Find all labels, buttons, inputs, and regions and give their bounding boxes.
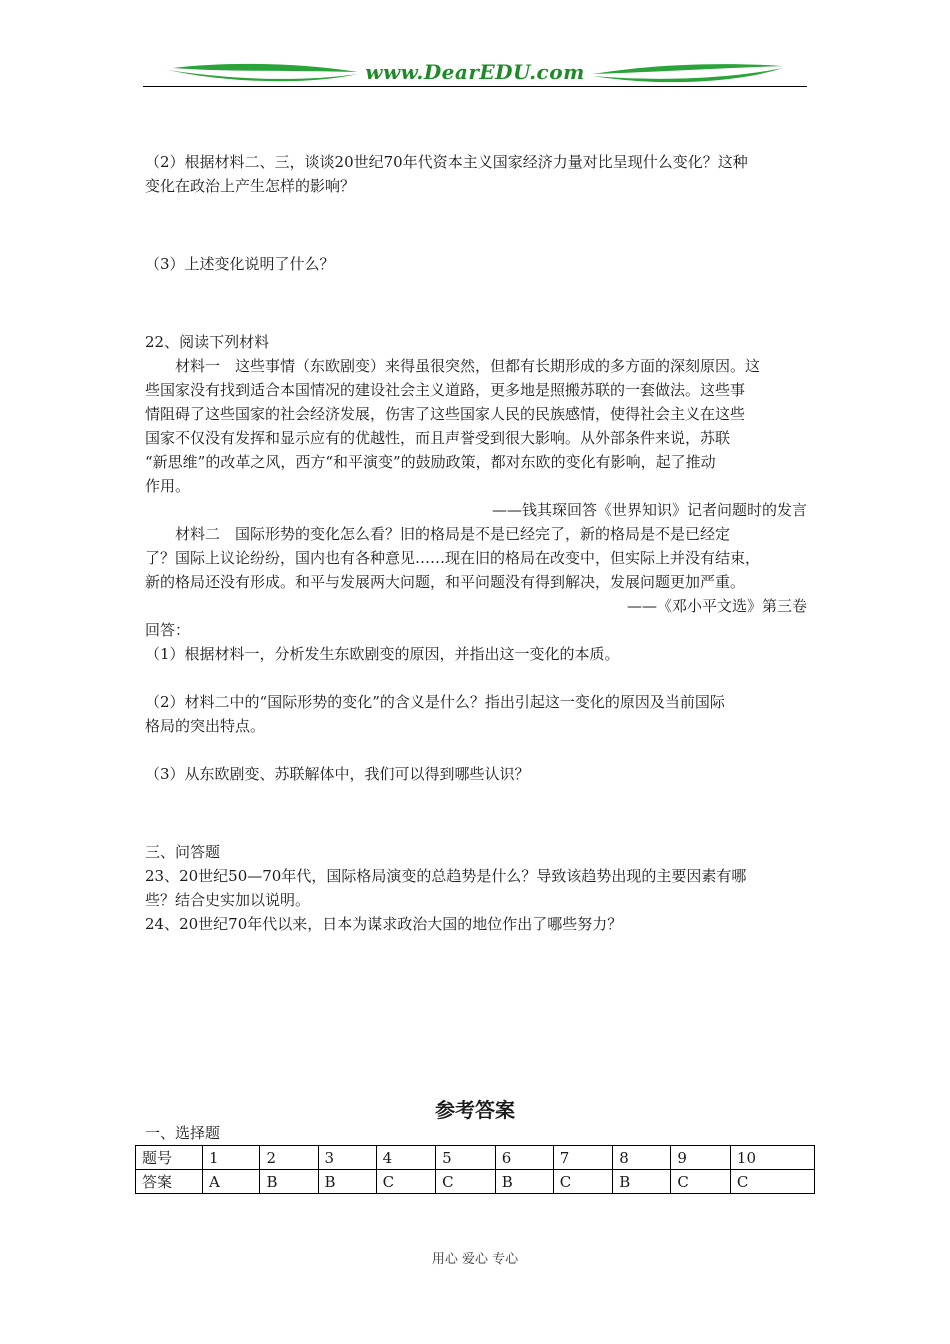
table-cell: 8 bbox=[613, 1146, 671, 1170]
q21-part3: （3）上述变化说明了什么？ bbox=[145, 255, 335, 273]
answers-title: 参考答案 bbox=[435, 1098, 515, 1122]
table-cell: B bbox=[318, 1170, 376, 1194]
table-cell: 1 bbox=[203, 1146, 260, 1170]
answer-table-number-row bbox=[136, 1146, 815, 1170]
table-cell: 3 bbox=[318, 1146, 376, 1170]
q23-line1: 23、20世纪50—70年代，国际格局演变的总趋势是什么？导致该趋势出现的主要因素有哪 bbox=[145, 867, 747, 885]
q21-part2-line2: 变化在政治上产生怎样的影响？ bbox=[145, 177, 356, 195]
table-cell: C bbox=[376, 1170, 436, 1194]
table-cell: 9 bbox=[671, 1146, 731, 1170]
q22-answer-label: 回答： bbox=[145, 621, 191, 639]
table-cell: 10 bbox=[730, 1146, 814, 1170]
q22-material2-line3: 新的格局还没有形成。和平与发展两大问题，和平问题没有得到解决，发展问题更加严重。 bbox=[145, 573, 746, 591]
q23-line2: 些？结合史实加以说明。 bbox=[145, 891, 311, 909]
answer-table-answer-row bbox=[136, 1170, 815, 1194]
q22-material2-line1: 材料二 国际形势的变化怎么看？旧的格局是不是已经完了，新的格局是不是已经定 bbox=[175, 525, 731, 543]
q22-material1-line1: 材料一 这些事情（东欧剧变）来得虽很突然，但都有长期形成的多方面的深刻原因。这 bbox=[175, 357, 761, 375]
q22-material2-source: ——《邓小平文选》第三卷 bbox=[626, 597, 807, 615]
table-cell: B bbox=[260, 1170, 318, 1194]
page-header bbox=[143, 58, 807, 90]
q24: 24、20世纪70年代以来，日本为谋求政治大国的地位作出了哪些努力？ bbox=[145, 915, 623, 933]
q22-material1-line4: 国家不仅没有发挥和显示应有的优越性，而且声誉受到很大影响。从外部条件来说，苏联 bbox=[145, 429, 731, 447]
table-cell: 2 bbox=[260, 1146, 318, 1170]
table-cell: 7 bbox=[553, 1146, 613, 1170]
table-cell: C bbox=[671, 1170, 731, 1194]
table-cell: B bbox=[613, 1170, 671, 1194]
page-content bbox=[145, 150, 807, 936]
row-label-answer: 答案 bbox=[136, 1170, 203, 1194]
table-cell: C bbox=[730, 1170, 814, 1194]
section3-title: 三、问答题 bbox=[145, 843, 221, 861]
table-cell: A bbox=[203, 1170, 260, 1194]
q22-material1-line3: 情阻碍了这些国家的社会经济发展，伤害了这些国家人民的民族感情，使得社会主义在这些 bbox=[145, 405, 746, 423]
q22-material1-line6: 作用。 bbox=[145, 477, 191, 495]
table-cell: B bbox=[495, 1170, 553, 1194]
q22-question2-line1: （2）材料二中的“国际形势的变化”的含义是什么？指出引起这一变化的原因及当前国际 bbox=[145, 693, 725, 711]
row-label-number: 题号 bbox=[136, 1146, 203, 1170]
q22-material2-line2: 了？国际上议论纷纷，国内也有各种意见……现在旧的格局在改变中，但实际上并没有结束， bbox=[145, 549, 761, 567]
q22-question3: （3）从东欧剧变、苏联解体中，我们可以得到哪些认识？ bbox=[145, 765, 530, 783]
q22-question1: （1）根据材料一，分析发生东欧剧变的原因，并指出这一变化的本质。 bbox=[145, 645, 620, 663]
table-cell: C bbox=[553, 1170, 613, 1194]
q22-material1-line2: 些国家没有找到适合本国情况的建设社会主义道路，更多地是照搬苏联的一套做法。这些事 bbox=[145, 381, 746, 399]
table-cell: C bbox=[436, 1170, 496, 1194]
site-logo-text: www.DearEDU.com bbox=[365, 60, 585, 84]
table-cell: 5 bbox=[436, 1146, 496, 1170]
q22-title: 22、阅读下列材料 bbox=[145, 333, 270, 351]
table-cell: 4 bbox=[376, 1146, 436, 1170]
q22-question2-line2: 格局的突出特点。 bbox=[145, 717, 266, 735]
q21-part2-line1: （2）根据材料二、三，谈谈20世纪70年代资本主义国家经济力量对比呈现什么变化？这种 bbox=[145, 153, 748, 171]
page-footer: 用心 爱心 专心 bbox=[431, 1252, 519, 1267]
q22-material1-source: ——钱其琛回答《世界知识》记者问题时的发言 bbox=[491, 501, 807, 519]
table-cell: 6 bbox=[495, 1146, 553, 1170]
answer-table bbox=[135, 1145, 815, 1194]
answers-section1-title: 一、选择题 bbox=[145, 1124, 221, 1142]
header-rule bbox=[143, 86, 807, 87]
q22-material1-line5: “新思维”的改革之风，西方“和平演变”的鼓励政策，都对东欧的变化有影响，起了推动 bbox=[145, 453, 716, 471]
